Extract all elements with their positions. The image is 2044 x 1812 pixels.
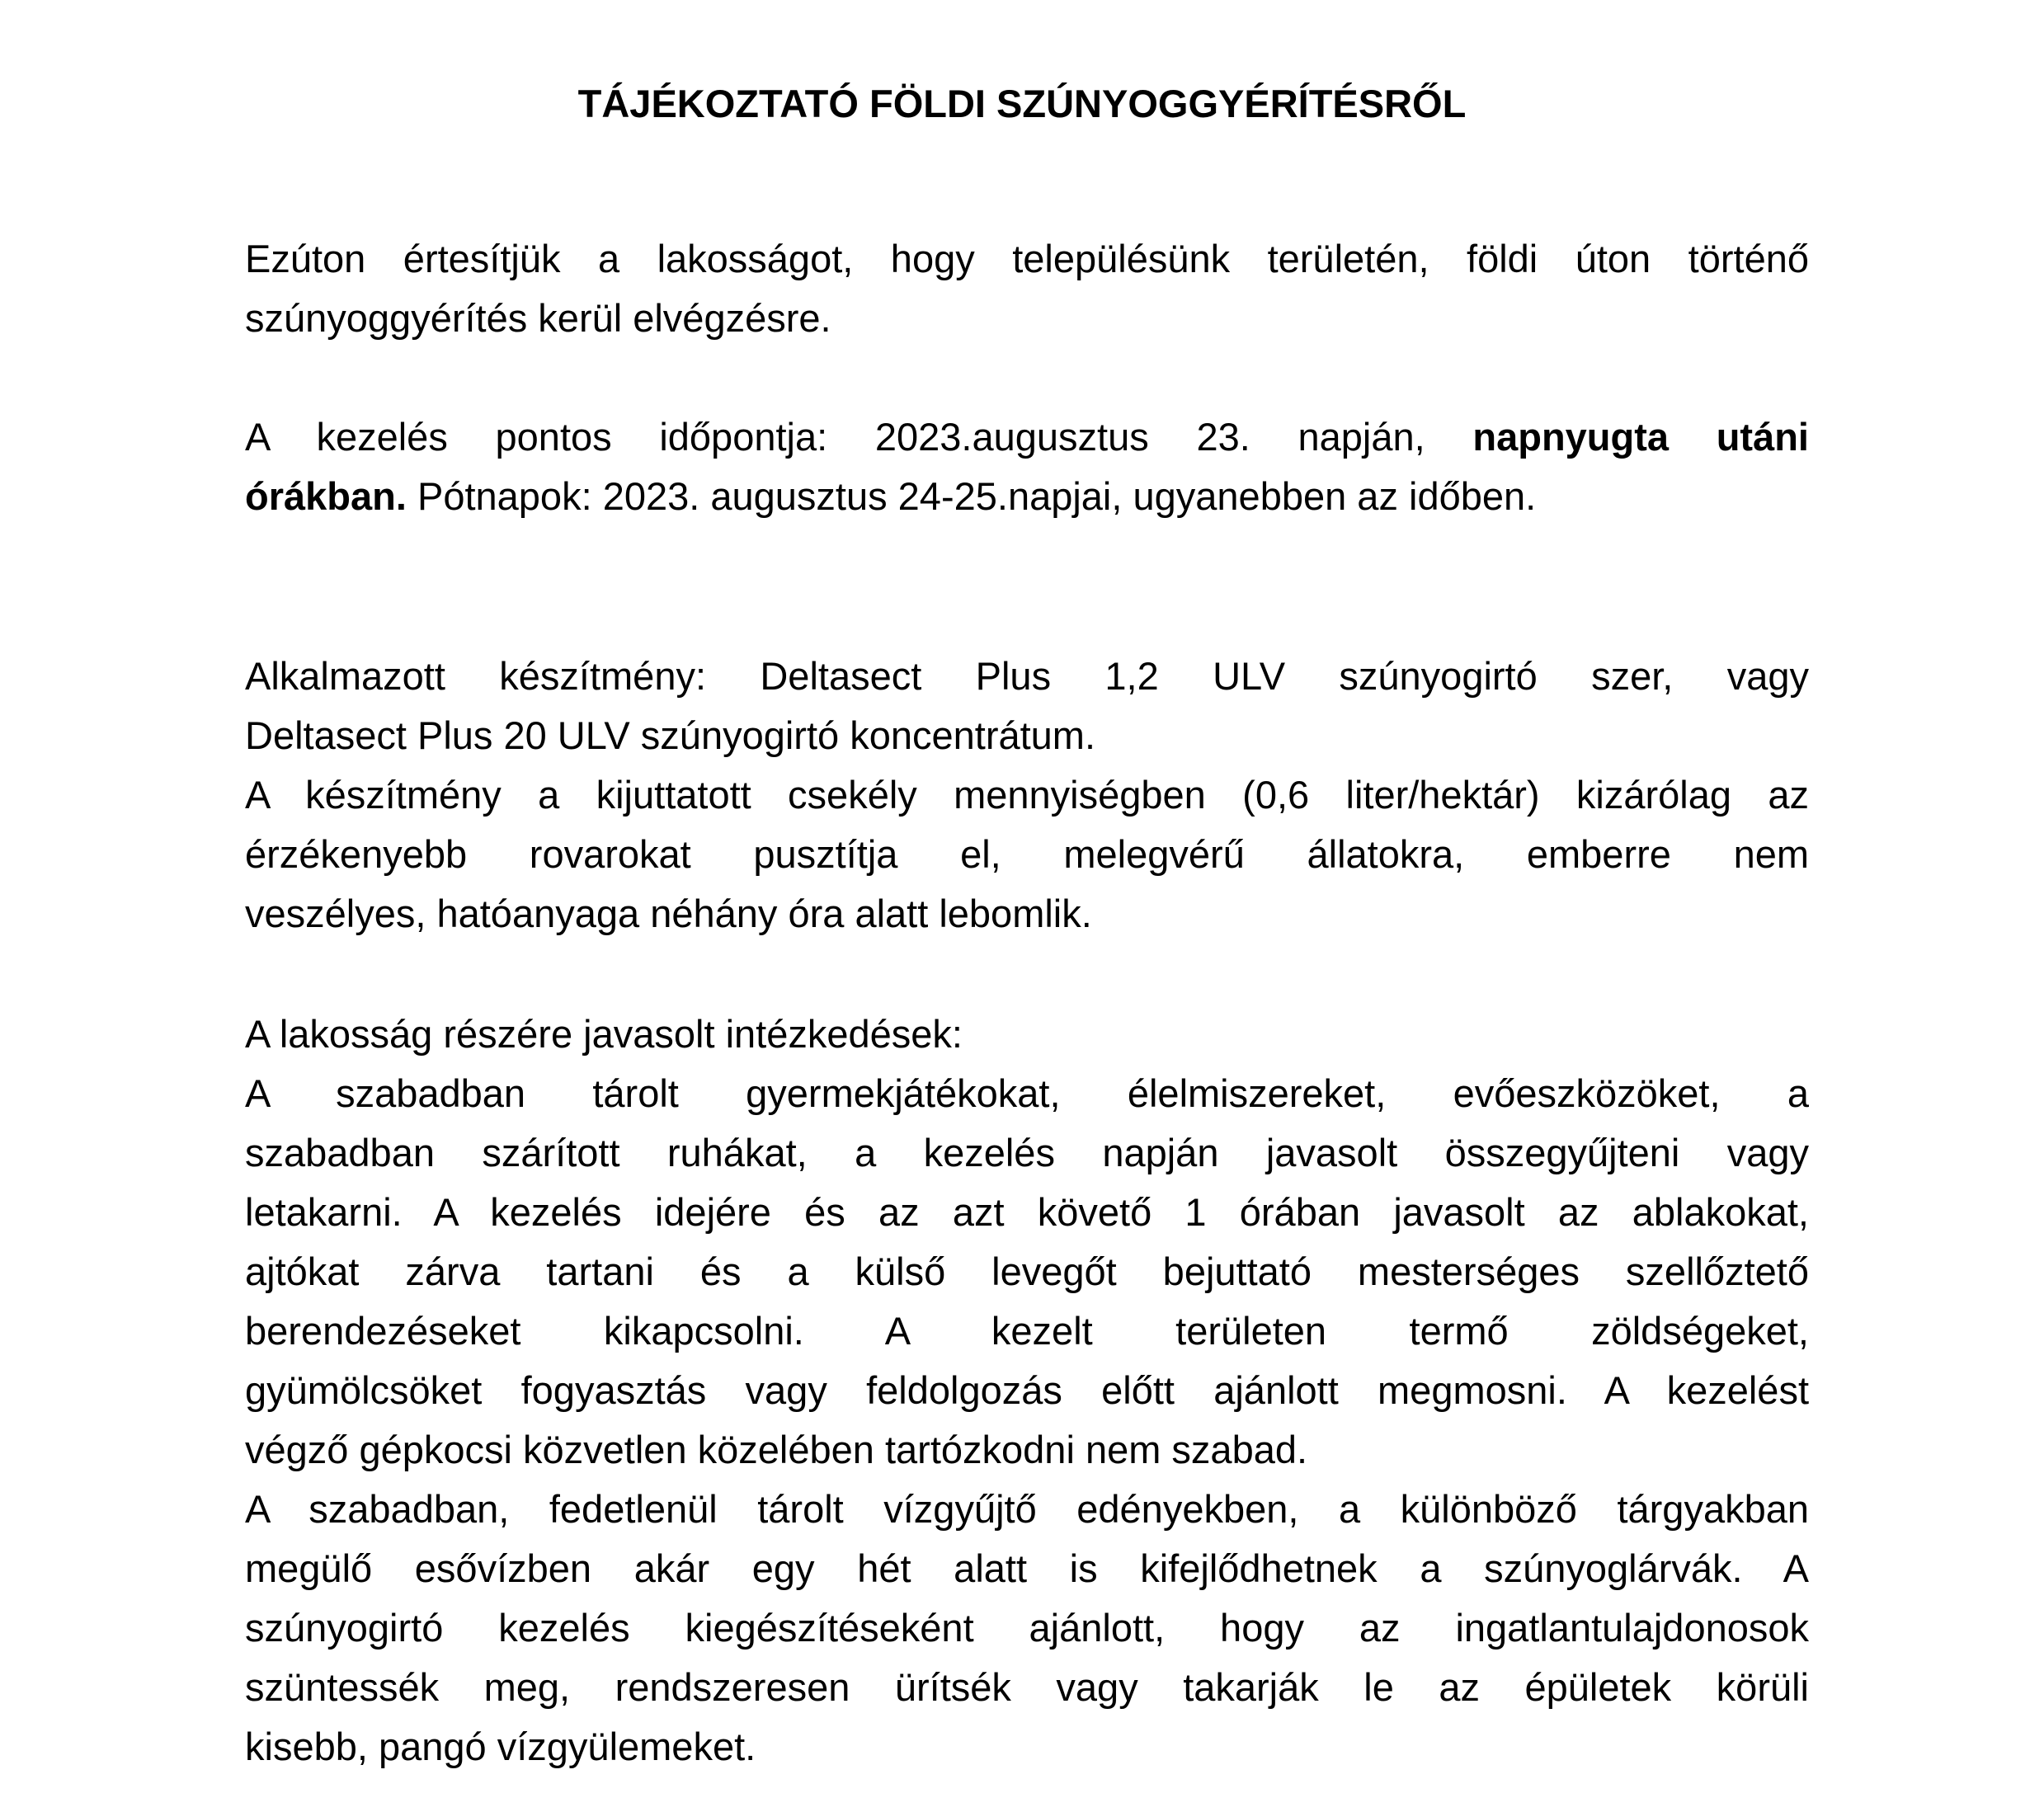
product-paragraph (245, 647, 1809, 944)
text-line (245, 407, 1809, 467)
document-title: TÁJÉKOZTATÓ FÖLDI SZÚNYOGGYÉRÍTÉSRŐL (577, 82, 1467, 125)
text-line: szúnyoggyérítés kerül elvégzésre. (245, 296, 831, 340)
intro-paragraph (245, 229, 1809, 348)
schedule-paragraph (245, 407, 1809, 526)
text-line: végző gépkocsi közvetlen közelében tartózkodni nem szabad. (245, 1428, 1308, 1471)
text-line: A szabadban, fedetlenül tárolt vízgyűjtő edényekben, a különböző tárgyakban (245, 1487, 1809, 1531)
schedule-date-text: A kezelés pontos időpontja: 2023.augusztus 23. napján, (245, 415, 1425, 459)
text-line: Alkalmazott készítmény: Deltasect Plus 1,2 ULV szúnyogirtó szer, vagy (245, 654, 1809, 698)
measures-paragraph (245, 1005, 1809, 1777)
text-line: A készítmény a kijuttatott csekély mennyiségben (0,6 liter/hektár) kizárólag az (245, 773, 1809, 817)
measures-heading: A lakosság részére javasolt intézkedések: (245, 1012, 963, 1056)
text-line: berendezéseket kikapcsolni. A kezelt területen termő zöldségeket, (245, 1309, 1809, 1353)
text-line (245, 467, 1809, 526)
text-line: megülő esővízben akár egy hét alatt is kifejlődhetnek a szúnyoglárvák. A (245, 1546, 1809, 1590)
text-line: kisebb, pangó vízgyülemeket. (245, 1725, 756, 1768)
text-line: veszélyes, hatóanyaga néhány óra alatt lebomlik. (245, 892, 1092, 935)
text-line: szabadban szárított ruhákat, a kezelés napján javasolt összegyűjteni vagy (245, 1131, 1809, 1174)
text-line: ajtókat zárva tartani és a külső levegőt bejuttató mesterséges szellőztető (245, 1250, 1809, 1293)
text-line: szüntessék meg, rendszeresen ürítsék vagy takarják le az épületek körüli (245, 1665, 1809, 1709)
schedule-time-emphasis: napnyugta utáni (1472, 415, 1809, 459)
backup-days-text: Pótnapok: 2023. augusztus 24-25.napjai, ugyanebben az időben. (417, 474, 1537, 518)
schedule-time-emphasis-cont: órákban. (245, 474, 407, 518)
text-line: gyümölcsöket fogyasztás vagy feldolgozás előtt ajánlott megmosni. A kezelést (245, 1368, 1809, 1412)
text-line: Ezúton értesítjük a lakosságot, hogy településünk területén, földi úton történő (245, 237, 1809, 280)
text-line: letakarni. A kezelés idejére és az azt követő 1 órában javasolt az ablakokat, (245, 1190, 1809, 1234)
text-line: A szabadban tárolt gyermekjátékokat, élelmiszereket, evőeszközöket, a (245, 1071, 1809, 1115)
text-line: szúnyogirtó kezelés kiegészítéseként ajánlott, hogy az ingatlantulajdonosok (245, 1606, 1809, 1650)
text-line: érzékenyebb rovarokat pusztítja el, melegvérű állatokra, emberre nem (245, 832, 1809, 876)
text-line: Deltasect Plus 20 ULV szúnyogirtó koncentrátum. (245, 713, 1096, 757)
